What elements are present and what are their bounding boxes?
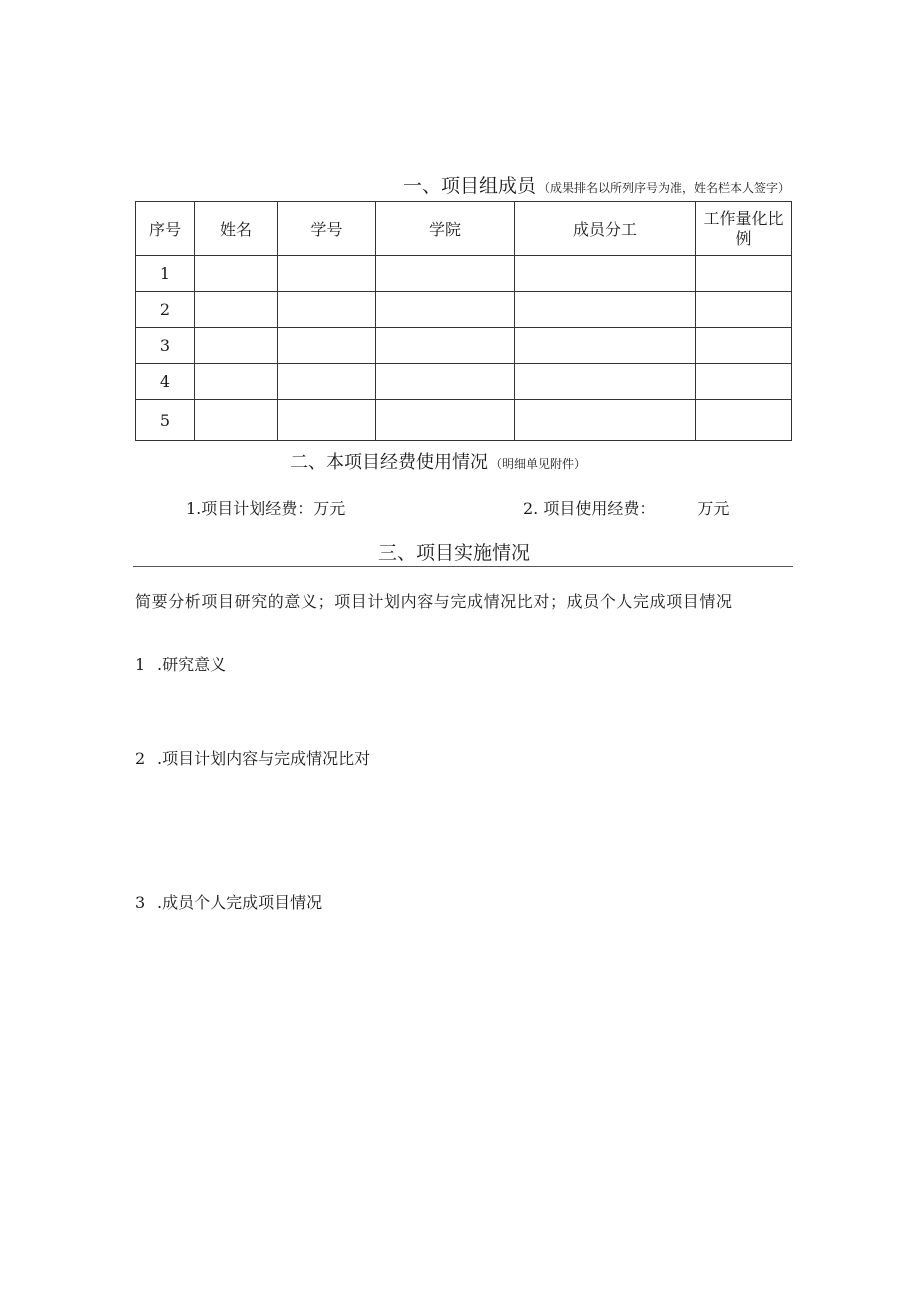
college-cell[interactable] bbox=[376, 256, 515, 292]
header-cell-student-id: 学号 bbox=[278, 202, 376, 256]
item-number: 1 bbox=[135, 655, 146, 674]
name-cell[interactable] bbox=[195, 292, 278, 328]
workload-cell[interactable] bbox=[696, 328, 792, 364]
section1-heading bbox=[403, 174, 790, 200]
item-label: .项目计划内容与完成情况比对 bbox=[157, 749, 371, 768]
implementation-item bbox=[135, 890, 322, 913]
section3-description: 简要分析项目研究的意义；项目计划内容与完成情况比对；成员个人完成项目情况 bbox=[135, 592, 733, 611]
table-row bbox=[136, 328, 792, 364]
planned-budget-label: 1.项目计划经费： bbox=[186, 499, 314, 518]
workload-cell[interactable] bbox=[696, 364, 792, 400]
section1-title: 一、项目组成员 bbox=[402, 175, 536, 197]
item-label: .成员个人完成项目情况 bbox=[157, 893, 323, 912]
student-id-cell[interactable] bbox=[278, 292, 376, 328]
table-row bbox=[136, 256, 792, 292]
header-cell-role: 成员分工 bbox=[515, 202, 696, 256]
role-cell[interactable] bbox=[515, 328, 696, 364]
name-cell[interactable] bbox=[195, 256, 278, 292]
section2-title: 二、本项目经费使用情况 bbox=[290, 452, 488, 473]
role-cell[interactable] bbox=[515, 400, 696, 441]
row-index: 4 bbox=[136, 364, 195, 400]
table-header-row bbox=[136, 202, 792, 256]
student-id-cell[interactable] bbox=[278, 364, 376, 400]
name-cell[interactable] bbox=[195, 400, 278, 441]
name-cell[interactable] bbox=[195, 364, 278, 400]
section3-title: 三、项目实施情况 bbox=[378, 542, 531, 564]
row-index: 5 bbox=[136, 400, 195, 441]
row-index: 2 bbox=[136, 292, 195, 328]
planned-budget-line bbox=[186, 496, 345, 519]
row-index: 1 bbox=[136, 256, 195, 292]
item-number: 3 bbox=[135, 893, 146, 912]
name-cell[interactable] bbox=[195, 328, 278, 364]
section2-note: （明细单见附件） bbox=[490, 457, 587, 471]
role-cell[interactable] bbox=[515, 364, 696, 400]
section3-divider bbox=[133, 566, 793, 567]
members-table bbox=[135, 201, 792, 441]
workload-cell[interactable] bbox=[696, 400, 792, 441]
used-budget-line bbox=[523, 496, 729, 519]
role-cell[interactable] bbox=[515, 292, 696, 328]
planned-budget-unit: 万元 bbox=[313, 499, 346, 518]
item-label: .研究意义 bbox=[157, 655, 227, 674]
implementation-item bbox=[135, 746, 370, 769]
implementation-item bbox=[135, 652, 226, 675]
student-id-cell[interactable] bbox=[278, 400, 376, 441]
used-budget-label: 2. 项目使用经费： bbox=[523, 499, 656, 518]
section1-note: （成果排名以所列序号为准，姓名栏本人签字） bbox=[537, 181, 790, 195]
section2-heading bbox=[290, 451, 586, 476]
header-cell-workload: 工作量化比例 bbox=[696, 202, 792, 256]
role-cell[interactable] bbox=[515, 256, 696, 292]
table-row bbox=[136, 364, 792, 400]
college-cell[interactable] bbox=[376, 400, 515, 441]
table-row bbox=[136, 292, 792, 328]
row-index: 3 bbox=[136, 328, 195, 364]
student-id-cell[interactable] bbox=[278, 256, 376, 292]
workload-cell[interactable] bbox=[696, 256, 792, 292]
college-cell[interactable] bbox=[376, 364, 515, 400]
header-cell-index: 序号 bbox=[136, 202, 195, 256]
college-cell[interactable] bbox=[376, 328, 515, 364]
header-cell-college: 学院 bbox=[376, 202, 515, 256]
header-cell-name: 姓名 bbox=[195, 202, 278, 256]
workload-cell[interactable] bbox=[696, 292, 792, 328]
college-cell[interactable] bbox=[376, 292, 515, 328]
student-id-cell[interactable] bbox=[278, 328, 376, 364]
item-number: 2 bbox=[135, 749, 146, 768]
used-budget-unit: 万元 bbox=[697, 499, 730, 518]
table-row bbox=[136, 400, 792, 441]
